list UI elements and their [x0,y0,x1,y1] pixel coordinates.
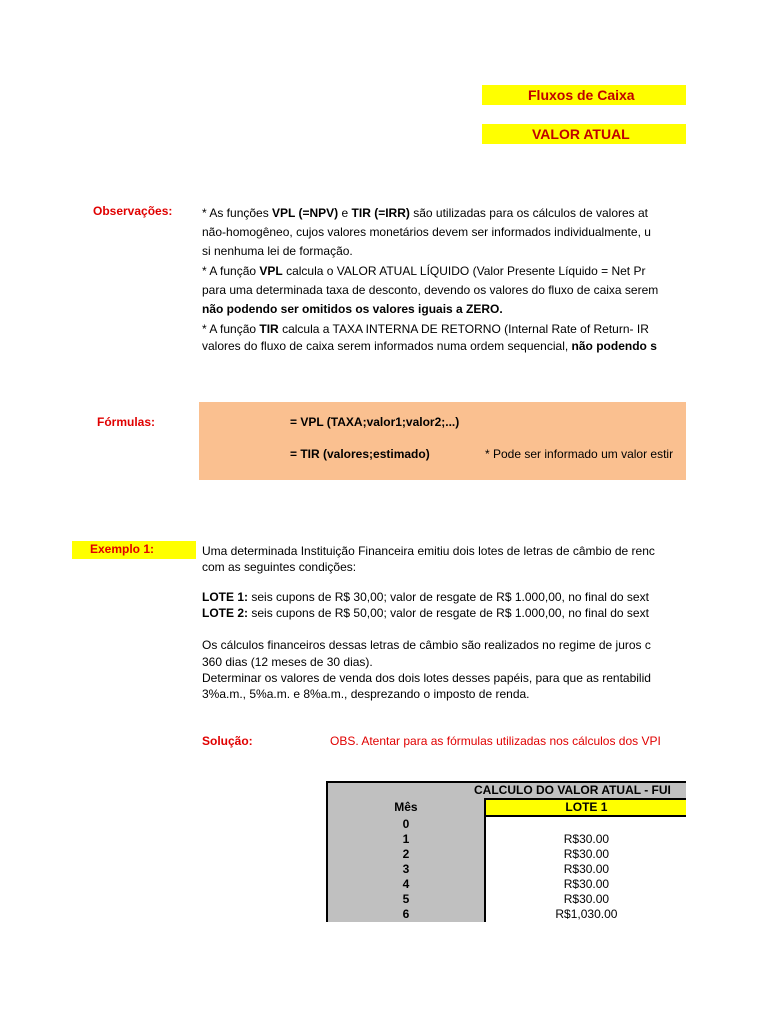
month-cell: 2 [327,847,485,862]
valor-atual-table [326,781,686,922]
formulas-box [199,402,686,480]
table-row [327,907,686,922]
value-cell: R$30.00 [485,877,686,892]
table-row [327,862,686,877]
month-cell: 5 [327,892,485,907]
exemplo-line-2: com as seguintes condições: [202,560,357,574]
obs-line-6: não podendo ser omitidos os valores iguais a ZERO. [202,302,503,316]
exemplo-label: Exemplo 1: [90,542,155,556]
formula-vpl: = VPL (TAXA;valor1;valor2;...) [290,415,460,429]
table-header-row [327,799,686,816]
exemplo-line-1: Uma determinada Instituição Financeira emitiu dois lotes de letras de câmbio de renc [202,544,655,558]
value-cell: R$30.00 [485,892,686,907]
tir-keyword: TIR [259,322,279,336]
text: * A função [202,264,260,278]
lote1-label: LOTE 1: [202,590,249,604]
text-bold: não podendo s [571,339,657,353]
text: e [338,206,352,220]
value-cell: R$30.00 [485,847,686,862]
col-header-mes: Mês [327,799,485,816]
lote2-line [202,604,649,622]
obs-line-4 [202,262,645,280]
obs-line-1 [202,204,648,222]
col-header-lote1: LOTE 1 [485,799,686,816]
month-cell: 0 [327,816,485,832]
table-row [327,816,686,832]
exemplo-paragraph-1: Os cálculos financeiros dessas letras de câmbio são realizados no regime de juros c [202,638,651,652]
lote2-text: seis cupons de R$ 50,00; valor de resgate de R$ 1.000,00, no final do sext [248,606,649,620]
table-row [327,847,686,862]
value-cell: R$30.00 [485,832,686,847]
formulas-label: Fórmulas: [97,415,156,429]
vpl-keyword: VPL (=NPV) [272,206,339,220]
month-cell: 3 [327,862,485,877]
exemplo-paragraph-3: Determinar os valores de venda dos dois lotes desses papéis, para que as rentabilid [202,671,651,685]
formula-note: * Pode ser informado um valor estir [485,447,674,461]
obs-line-5: para uma determinada taxa de desconto, devendo os valores do fluxo de caixa serem [202,283,659,297]
text: são utilizadas para os cálculos de valores at [409,206,649,220]
exemplo-paragraph-2: 360 dias (12 meses de 30 dias). [202,655,373,669]
lote2-label: LOTE 2: [202,606,249,620]
tir-keyword: TIR (=IRR) [351,206,410,220]
solucao-label: Solução: [202,734,253,748]
month-cell: 1 [327,832,485,847]
solucao-obs: OBS. Atentar para as fórmulas utilizadas nos cálculos dos VPI [330,734,661,748]
lote1-text: seis cupons de R$ 30,00; valor de resgate de R$ 1.000,00, no final do sext [248,590,649,604]
value-cell [485,816,686,832]
title-text: Fluxos de Caixa [528,87,635,103]
month-cell: 6 [327,907,485,922]
value-cell: R$30.00 [485,862,686,877]
value-cell: R$1,030.00 [485,907,686,922]
table-row [327,877,686,892]
table-row [327,892,686,907]
vpl-keyword: VPL [259,264,283,278]
title-valor-atual [482,124,686,144]
title-fluxos-de-caixa [482,85,686,105]
text: calcula a TAXA INTERNA DE RETORNO (Internal Rate of Return- IR [278,322,649,336]
title-text: VALOR ATUAL [532,126,630,142]
table-title-row [327,782,686,799]
formula-tir: = TIR (valores;estimado) [290,447,430,461]
obs-line-3: si nenhuma lei de formação. [202,244,353,258]
observacoes-label: Observações: [93,204,173,218]
month-cell: 4 [327,877,485,892]
table-title-text: CALCULO DO VALOR ATUAL - FUI [474,783,671,797]
text: * As funções [202,206,273,220]
text: calcula o VALOR ATUAL LÍQUIDO (Valor Presente Líquido = Net Pr [282,264,646,278]
obs-line-8 [202,337,657,355]
exemplo-paragraph-4: 3%a.m., 5%a.m. e 8%a.m., desprezando o imposto de renda. [202,687,530,701]
obs-line-2: não-homogêneo, cujos valores monetários devem ser informados individualmente, u [202,225,651,239]
table-row [327,832,686,847]
table-title [327,782,686,799]
text: * A função [202,322,260,336]
obs-line-7 [202,320,649,338]
text: valores do fluxo de caixa serem informados numa ordem sequencial, [202,339,572,353]
